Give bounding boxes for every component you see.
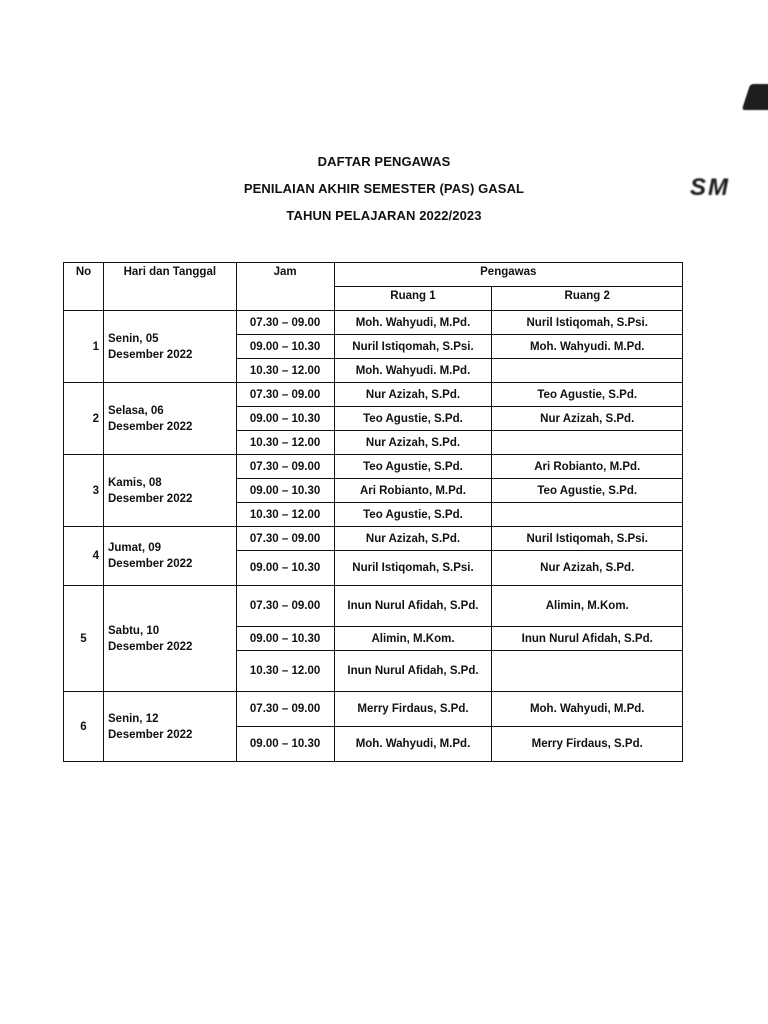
time-slot: 07.30 – 09.00 [236,455,334,479]
room-1-supervisor: Nuril Istiqomah, S.Psi. [334,335,492,359]
header-day-date: Hari dan Tanggal [104,263,237,311]
logo-text: SM [690,174,730,201]
room-2-supervisor: Teo Agustie, S.Pd. [492,383,683,407]
header-supervisors: Pengawas [334,263,682,287]
day-date-cell [104,586,237,692]
room-1-supervisor: Nur Azizah, S.Pd. [334,431,492,455]
room-1-supervisor: Moh. Wahyudi, M.Pd. [334,311,492,335]
room-2-supervisor: Moh. Wahyudi. M.Pd. [492,335,683,359]
time-slot: 07.30 – 09.00 [236,586,334,627]
room-1-supervisor: Nur Azizah, S.Pd. [334,527,492,551]
header-room-1: Ruang 1 [334,287,492,311]
room-1-supervisor: Moh. Wahyudi. M.Pd. [334,359,492,383]
day-date-cell [104,455,237,527]
room-1-supervisor: Merry Firdaus, S.Pd. [334,692,492,727]
day-date-cell [104,527,237,586]
room-1-supervisor: Ari Robianto, M.Pd. [334,479,492,503]
time-slot: 07.30 – 09.00 [236,692,334,727]
header-no: No [64,263,104,311]
session-number: 2 [64,383,104,455]
supervisor-schedule-table [63,262,683,762]
logo-mark [742,84,768,110]
room-2-supervisor [492,651,683,692]
table-row [64,586,683,627]
day-name: Selasa, 06 [108,404,164,417]
time-slot: 09.00 – 10.30 [236,627,334,651]
day-name: Jumat, 09 [108,542,162,554]
room-1-supervisor: Moh. Wahyudi, M.Pd. [334,727,492,762]
month-year: Desember 2022 [108,348,193,361]
session-number: 6 [64,692,104,762]
day-date-cell [104,692,237,762]
room-2-supervisor: Alimin, M.Kom. [492,586,683,627]
room-2-supervisor: Ari Robianto, M.Pd. [492,455,683,479]
room-2-supervisor: Moh. Wahyudi, M.Pd. [492,692,683,727]
session-number: 1 [64,311,104,383]
day-date-cell [104,311,237,383]
day-name: Kamis, 08 [108,476,162,489]
time-slot: 09.00 – 10.30 [236,407,334,431]
room-1-supervisor: Teo Agustie, S.Pd. [334,503,492,527]
room-1-supervisor: Inun Nurul Afidah, S.Pd. [334,586,492,627]
month-year: Desember 2022 [108,640,193,653]
time-slot: 10.30 – 12.00 [236,431,334,455]
table-row [64,692,683,727]
room-2-supervisor: Nuril Istiqomah, S.Psi. [492,311,683,335]
header-time: Jam [236,263,334,311]
time-slot: 09.00 – 10.30 [236,335,334,359]
session-number: 5 [64,586,104,692]
room-2-supervisor [492,359,683,383]
day-date-cell [104,383,237,455]
academic-year: TAHUN PELAJARAN 2022/2023 [286,208,482,223]
month-year: Desember 2022 [108,728,193,741]
room-1-supervisor: Teo Agustie, S.Pd. [334,455,492,479]
table-row [64,311,683,335]
month-year: Desember 2022 [108,558,193,570]
time-slot: 07.30 – 09.00 [236,383,334,407]
table-row [64,455,683,479]
room-1-supervisor: Nur Azizah, S.Pd. [334,383,492,407]
room-1-supervisor: Alimin, M.Kom. [334,627,492,651]
time-slot: 07.30 – 09.00 [236,311,334,335]
table-row [64,383,683,407]
month-year: Desember 2022 [108,420,193,433]
time-slot: 07.30 – 09.00 [236,527,334,551]
day-name: Senin, 12 [108,712,159,725]
room-2-supervisor: Teo Agustie, S.Pd. [492,479,683,503]
time-slot: 10.30 – 12.00 [236,651,334,692]
time-slot: 09.00 – 10.30 [236,551,334,586]
month-year: Desember 2022 [108,492,193,505]
session-number: 3 [64,455,104,527]
day-name: Sabtu, 10 [108,624,160,637]
room-1-supervisor: Inun Nurul Afidah, S.Pd. [334,651,492,692]
room-2-supervisor: Nur Azizah, S.Pd. [492,407,683,431]
room-2-supervisor: Merry Firdaus, S.Pd. [492,727,683,762]
room-2-supervisor: Nur Azizah, S.Pd. [492,551,683,586]
room-2-supervisor [492,503,683,527]
time-slot: 10.30 – 12.00 [236,503,334,527]
room-2-supervisor: Inun Nurul Afidah, S.Pd. [492,627,683,651]
room-1-supervisor: Teo Agustie, S.Pd. [334,407,492,431]
document-title: DAFTAR PENGAWAS [317,154,451,169]
day-name: Senin, 05 [108,332,159,345]
time-slot: 09.00 – 10.30 [236,479,334,503]
room-2-supervisor [492,431,683,455]
document-subtitle: PENILAIAN AKHIR SEMESTER (PAS) GASAL [243,181,525,196]
table-row [64,527,683,551]
time-slot: 10.30 – 12.00 [236,359,334,383]
room-2-supervisor: Nuril Istiqomah, S.Psi. [492,527,683,551]
room-1-supervisor: Nuril Istiqomah, S.Psi. [334,551,492,586]
session-number: 4 [64,527,104,586]
header-room-2: Ruang 2 [492,287,683,311]
time-slot: 09.00 – 10.30 [236,727,334,762]
